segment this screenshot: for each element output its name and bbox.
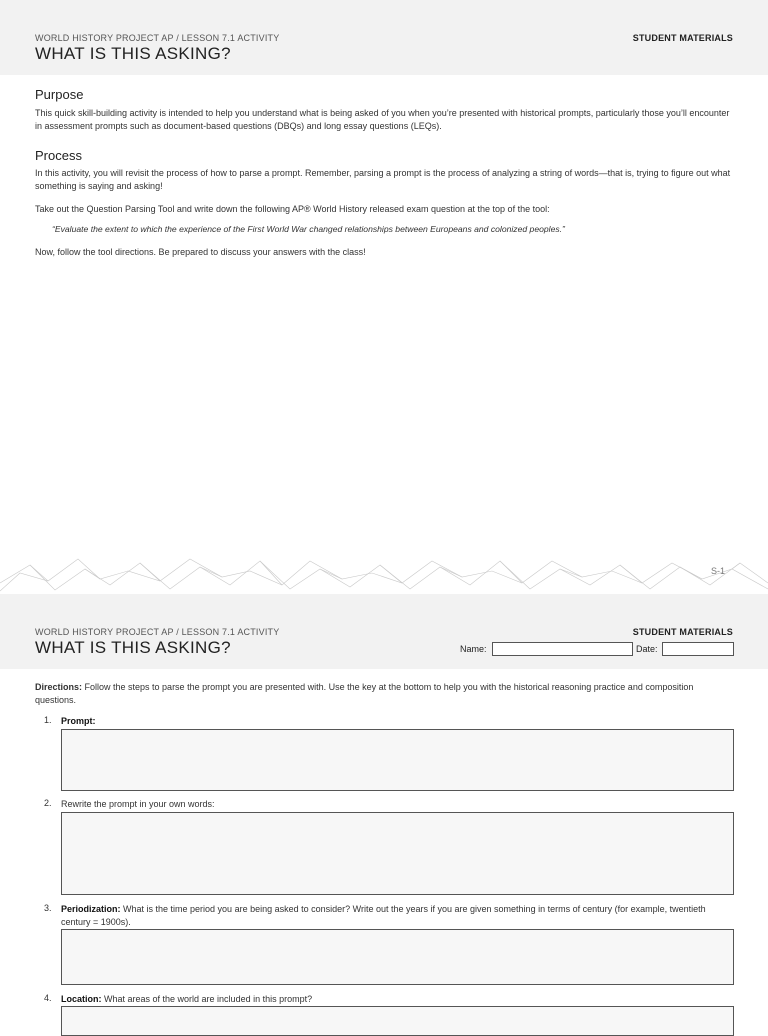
question-number: 1. [44,715,52,725]
name-field[interactable] [492,642,633,656]
question-location-label [61,993,731,1006]
tool-instruction: Take out the Question Parsing Tool and write down the following AP® World History released exam question at the top of the tool: [35,204,550,214]
rewrite-answer-box[interactable] [61,812,734,895]
page1-materials-label: STUDENT MATERIALS [632,33,733,43]
periodization-answer-box[interactable] [61,929,734,985]
question-number: 2. [44,798,52,808]
prompt-answer-box[interactable] [61,729,734,791]
page-number: S-1 [710,566,725,576]
purpose-heading: Purpose [35,87,84,102]
question-text: What areas of the world are included in this prompt? [101,994,313,1004]
question-bold-label: Periodization: [61,904,121,914]
question-bold-label: Location: [61,994,102,1004]
page2-materials-label: STUDENT MATERIALS [632,627,733,637]
directions-label: Directions: [35,682,83,692]
exam-question-quote: “Evaluate the extent to which the experience of the First World War changed relationships between Europeans and colonized peoples.” [52,224,565,234]
process-text: In this activity, you will revisit the process of how to parse a prompt. Remember, parsing a prompt is the process of analyzing a string of words—that is, trying to figure out what something is saying and asking! [35,168,731,191]
question-number: 4. [44,993,52,1003]
question-number: 3. [44,903,52,913]
question-text: What is the time period you are being asked to consider? Write out the years if you are given something in terms of century (for example, twentieth century = 1900s). [61,904,706,927]
name-label: Name: [460,644,487,654]
question-prompt-label [61,715,731,728]
footer-geometric-art [0,555,768,595]
date-label: Date: [636,644,658,654]
page1-lesson-kicker: WORLD HISTORY PROJECT AP / LESSON 7.1 ACTIVITY [35,33,280,43]
question-periodization-label [61,903,731,928]
page2-title: WHAT IS THIS ASKING? [35,638,231,657]
followup-text: Now, follow the tool directions. Be prepared to discuss your answers with the class! [35,247,366,257]
purpose-text: This quick skill-building activity is intended to help you understand what is being asked of you when you’re presented with historical prompts, particularly those you’ll encounter in assessment prompts such as document-based questions (DBQs) and long essay questions (LEQs). [35,108,730,131]
process-heading: Process [35,148,82,163]
question-rewrite-label [61,798,731,811]
page1-title: WHAT IS THIS ASKING? [35,44,231,63]
date-field[interactable] [662,642,734,656]
question-text: Rewrite the prompt in your own words: [61,799,215,809]
question-bold-label: Prompt: [61,716,96,726]
directions-body: Follow the steps to parse the prompt you are presented with. Use the key at the bottom to help you with the historical reasoning practice and composition questions. [35,682,694,705]
directions-text [35,681,735,706]
page2-lesson-kicker: WORLD HISTORY PROJECT AP / LESSON 7.1 ACTIVITY [35,627,280,637]
location-answer-box[interactable] [61,1006,734,1036]
